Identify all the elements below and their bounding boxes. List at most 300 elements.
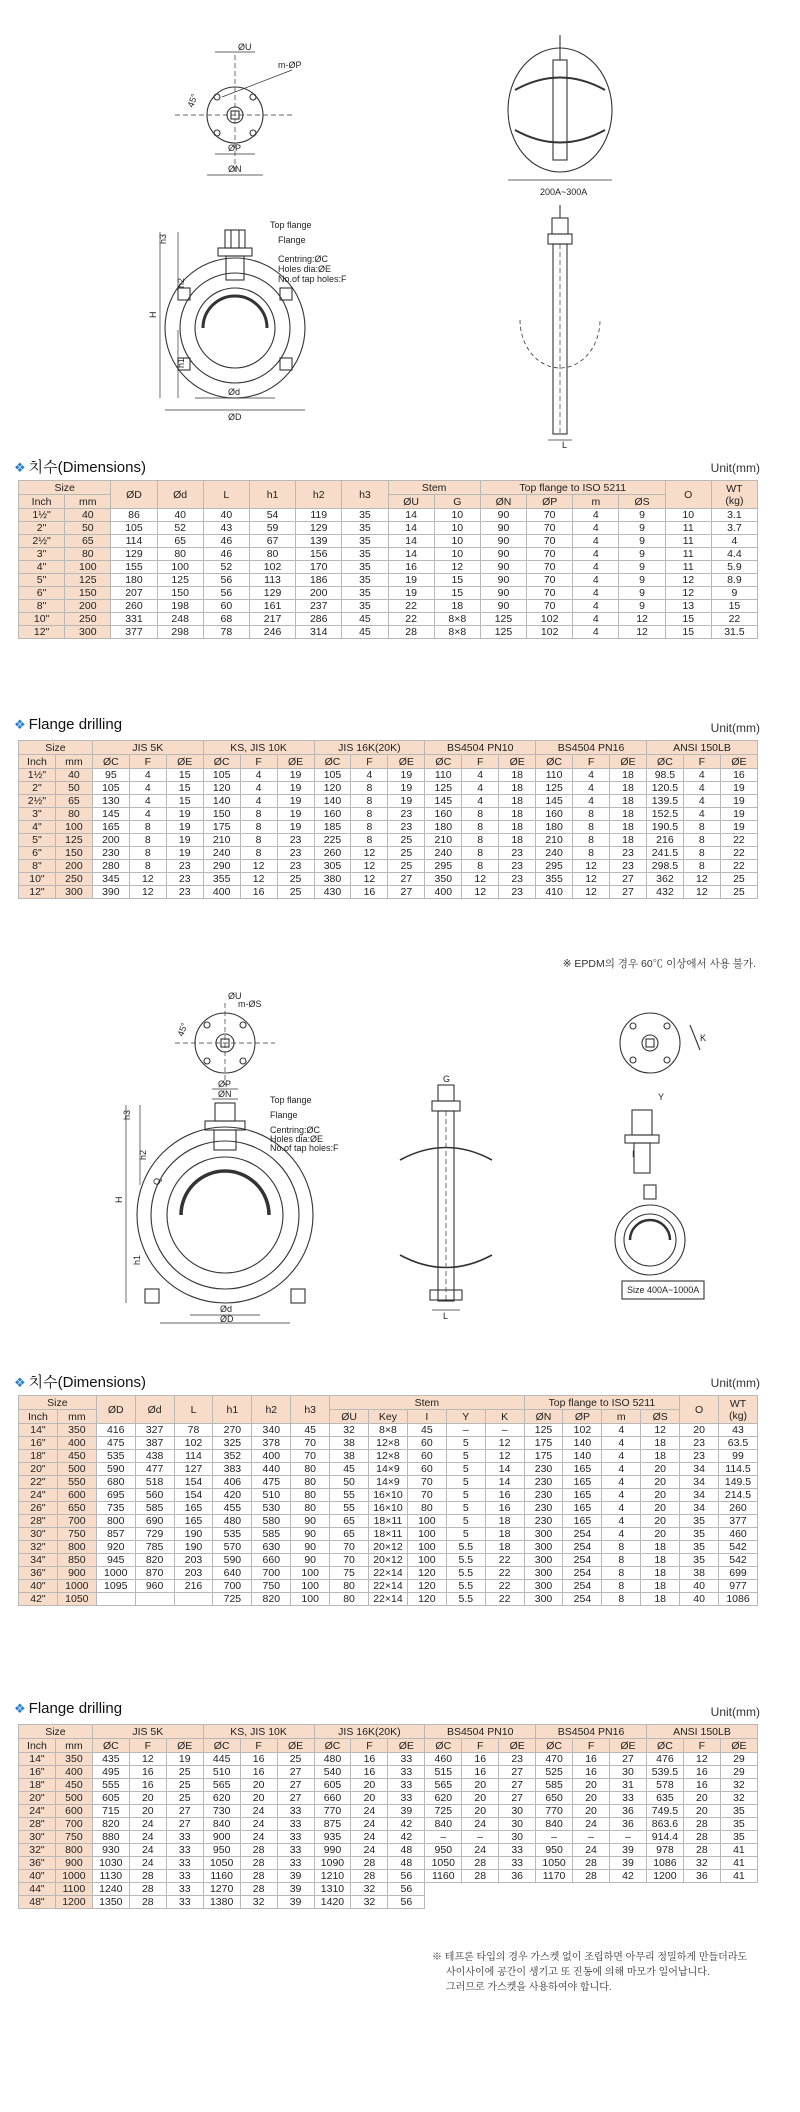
table-cell: 8 <box>683 821 720 834</box>
table-cell: 39 <box>277 1883 314 1896</box>
table-cell: – <box>610 1831 647 1844</box>
table-cell: 1170 <box>536 1870 573 1883</box>
table-cell: 605 <box>314 1779 351 1792</box>
table-cell: 11 <box>665 561 711 574</box>
table-cell: 620 <box>425 1792 462 1805</box>
header-cell: L <box>203 481 249 509</box>
table-cell: 305 <box>314 860 351 873</box>
table-cell: 770 <box>536 1805 573 1818</box>
size-cell: 30" <box>19 1528 58 1541</box>
table-cell: 8 <box>602 1580 641 1593</box>
dims1-title: ❖ 치수(Dimensions) <box>14 459 146 476</box>
svg-text:45°: 45° <box>175 1021 190 1038</box>
table-cell: 42 <box>388 1818 425 1831</box>
table-cell: 145 <box>536 795 573 808</box>
table-cell: 39 <box>610 1857 647 1870</box>
table-cell: 125 <box>157 574 203 587</box>
table-cell: 27 <box>499 1779 536 1792</box>
table-cell: 10 <box>434 535 480 548</box>
table-cell: 70 <box>527 574 573 587</box>
size-cell: 1½" <box>19 509 65 522</box>
svg-text:G: G <box>443 1074 451 1084</box>
table-cell: 18 <box>610 782 647 795</box>
table-cell: 8 <box>602 1554 641 1567</box>
header-cell: ØU <box>330 1410 369 1424</box>
table-cell: 1050 <box>425 1857 462 1870</box>
table-cell: 8 <box>351 834 388 847</box>
table-cell: 45 <box>407 1424 446 1437</box>
table-cell: 18×11 <box>369 1528 408 1541</box>
size-cell: 30" <box>19 1831 56 1844</box>
table-cell <box>499 1883 536 1896</box>
table-cell: 20 <box>680 1424 719 1437</box>
table-cell: 12 <box>573 873 610 886</box>
table-cell: 125 <box>425 782 462 795</box>
table-row <box>19 1424 758 1437</box>
label-45: 45° <box>185 92 200 109</box>
svg-text:ØU: ØU <box>228 991 242 1001</box>
header-cell: F <box>129 1739 166 1753</box>
table-cell <box>499 1896 536 1909</box>
table-cell: 260 <box>719 1502 758 1515</box>
table-cell: 28 <box>351 1857 388 1870</box>
table-cell: 63.5 <box>719 1437 758 1450</box>
header-cell: ØE <box>499 755 536 769</box>
table-cell: 20 <box>641 1489 680 1502</box>
table-cell: 23 <box>166 886 203 899</box>
table-cell: 18 <box>499 795 536 808</box>
header-cell: KS, JIS 10K <box>203 1725 314 1739</box>
flange-drilling-table-1 <box>18 740 758 899</box>
table-row <box>19 1779 758 1792</box>
table-cell: 120.5 <box>646 782 683 795</box>
table-cell: 20 <box>351 1792 388 1805</box>
table-cell: 40 <box>680 1593 719 1606</box>
header-cell: ØE <box>610 755 647 769</box>
table-cell: 12 <box>641 1424 680 1437</box>
table-cell: 203 <box>174 1567 213 1580</box>
dimensions-table-1 <box>18 480 758 639</box>
table-cell: 80 <box>291 1463 330 1476</box>
table-cell <box>610 1896 647 1909</box>
table-cell: 8 <box>240 847 277 860</box>
table-cell: 240 <box>203 847 240 860</box>
table-cell: 20 <box>683 1792 720 1805</box>
table-cell: 32 <box>351 1883 388 1896</box>
table-row <box>19 1541 758 1554</box>
header-cell: h2 <box>296 481 342 509</box>
size-cell: 125 <box>65 574 111 587</box>
table-cell: 165 <box>563 1463 602 1476</box>
table-cell: 16 <box>129 1766 166 1779</box>
table-cell: 12 <box>240 860 277 873</box>
size-cell: 125 <box>55 834 92 847</box>
table-cell: 254 <box>563 1528 602 1541</box>
table-cell: 31 <box>610 1779 647 1792</box>
table-cell: 475 <box>252 1476 291 1489</box>
table-cell <box>96 1593 135 1606</box>
table-cell: 8 <box>462 834 499 847</box>
table-cell: 650 <box>536 1792 573 1805</box>
table-cell: 33 <box>166 1831 203 1844</box>
table-cell: 857 <box>96 1528 135 1541</box>
table-cell: 350 <box>425 873 462 886</box>
table-cell: 140 <box>563 1437 602 1450</box>
table-cell: 20 <box>641 1463 680 1476</box>
header-cell: Key <box>369 1410 408 1424</box>
table-cell: 22 <box>485 1554 524 1567</box>
table-cell <box>462 1896 499 1909</box>
size-cell: 65 <box>65 535 111 548</box>
table-cell: 33 <box>388 1766 425 1779</box>
table-cell: 15 <box>166 795 203 808</box>
table-cell: 930 <box>92 1844 129 1857</box>
table-cell: 19 <box>166 847 203 860</box>
size-cell: 65 <box>55 795 92 808</box>
table-cell: 24 <box>351 1818 388 1831</box>
table-cell: 90 <box>480 548 526 561</box>
table-cell: 345 <box>92 873 129 886</box>
table-cell: 16×10 <box>369 1502 408 1515</box>
table-row <box>19 613 758 626</box>
table-cell: 445 <box>203 1753 240 1766</box>
table-cell: 660 <box>314 1792 351 1805</box>
table-cell: 28 <box>462 1857 499 1870</box>
table-cell: 40 <box>680 1580 719 1593</box>
table-cell: 585 <box>135 1502 174 1515</box>
table-cell: 16 <box>485 1502 524 1515</box>
table-cell: 8.9 <box>711 574 757 587</box>
table-cell: 9 <box>619 522 665 535</box>
svg-text:K: K <box>700 1033 707 1043</box>
table-cell: – <box>425 1831 462 1844</box>
table-cell: 260 <box>111 600 157 613</box>
header-cell: Size <box>19 741 93 755</box>
header-cell: WT (kg) <box>711 481 757 509</box>
table-cell: 175 <box>524 1450 563 1463</box>
table-cell: 35 <box>342 574 388 587</box>
size-cell: 18" <box>19 1779 56 1792</box>
table-cell: 33 <box>277 1805 314 1818</box>
table-cell: 542 <box>719 1541 758 1554</box>
size-cell: 750 <box>57 1528 96 1541</box>
size-cell: 800 <box>55 1844 92 1857</box>
flange2-unit: Unit(mm) <box>710 1705 760 1719</box>
table-cell: 36 <box>610 1805 647 1818</box>
size-caption-2: Size 400A~1000A <box>627 1285 700 1295</box>
table-cell: 52 <box>157 522 203 535</box>
table-cell: 4 <box>602 1424 641 1437</box>
table-cell: 41 <box>720 1857 757 1870</box>
table-cell: 29 <box>720 1766 757 1779</box>
table-cell: 4 <box>602 1489 641 1502</box>
table-row <box>19 600 758 613</box>
size-cell: 50 <box>65 522 111 535</box>
size-cell: 250 <box>55 873 92 886</box>
table-cell: 416 <box>96 1424 135 1437</box>
table-cell <box>536 1883 573 1896</box>
header-cell: Stem <box>330 1396 524 1410</box>
table-cell: 129 <box>249 587 295 600</box>
label-centring: Centring:ØC <box>278 254 329 264</box>
table-cell: 8 <box>462 821 499 834</box>
table-cell: 880 <box>92 1831 129 1844</box>
table-cell: 120 <box>407 1580 446 1593</box>
table-cell: 8 <box>683 860 720 873</box>
table-cell: 23 <box>277 847 314 860</box>
svg-text:h1: h1 <box>176 357 186 368</box>
table-cell: 749.5 <box>646 1805 683 1818</box>
header-cell: ØE <box>720 755 757 769</box>
table-cell: 19 <box>166 834 203 847</box>
label-holes: Holes dia:ØE <box>278 264 332 274</box>
table-cell: 70 <box>527 561 573 574</box>
table-cell: 535 <box>213 1528 252 1541</box>
size-caption-1: 200A~300A <box>540 187 588 197</box>
table-cell: 23 <box>499 873 536 886</box>
table-cell: 286 <box>296 613 342 626</box>
table-cell: 237 <box>296 600 342 613</box>
table-row <box>19 1870 758 1883</box>
header-cell: mm <box>55 755 92 769</box>
table-cell: 32 <box>683 1857 720 1870</box>
table-cell: 480 <box>314 1753 351 1766</box>
teflon-note <box>432 1950 772 1995</box>
table-cell: 820 <box>252 1593 291 1606</box>
table-cell: 5 <box>446 1528 485 1541</box>
table-cell: 1030 <box>92 1857 129 1870</box>
size-cell: 32" <box>19 1541 58 1554</box>
table-cell: 45 <box>342 613 388 626</box>
table-cell: 35 <box>342 509 388 522</box>
table-row <box>19 1883 758 1896</box>
table-cell: 32 <box>720 1779 757 1792</box>
size-cell: 3" <box>19 548 65 561</box>
table-cell: 28 <box>129 1870 166 1883</box>
table-cell: 33 <box>610 1792 647 1805</box>
table-cell: 4.4 <box>711 548 757 561</box>
table-cell: 18 <box>485 1528 524 1541</box>
label-top-flange: Top flange <box>270 220 312 230</box>
table-cell: 16 <box>129 1779 166 1792</box>
table-cell: 4 <box>683 782 720 795</box>
table-cell: 10 <box>665 509 711 522</box>
table-cell: – <box>536 1831 573 1844</box>
size-cell: 650 <box>57 1502 96 1515</box>
table-cell: 340 <box>252 1424 291 1437</box>
table-cell: 8 <box>351 808 388 821</box>
table-row <box>19 808 758 821</box>
table-cell <box>425 1883 462 1896</box>
table-cell: 36 <box>683 1870 720 1883</box>
size-cell: 20" <box>19 1792 56 1805</box>
table-cell: 518 <box>135 1476 174 1489</box>
table-cell: 8 <box>573 834 610 847</box>
table-cell: 22 <box>485 1567 524 1580</box>
table-cell: 20 <box>641 1515 680 1528</box>
table-cell: 100 <box>291 1580 330 1593</box>
table-cell: 127 <box>174 1463 213 1476</box>
table-cell: 200 <box>296 587 342 600</box>
size-cell: 300 <box>65 626 111 639</box>
drawing-400a-1000a <box>0 985 800 1325</box>
size-cell: 6" <box>19 847 56 860</box>
table-cell: 42 <box>610 1870 647 1883</box>
table-row <box>19 1489 758 1502</box>
table-cell: 207 <box>111 587 157 600</box>
label-m-s: m-ØS <box>238 999 262 1009</box>
table-cell: 100 <box>407 1528 446 1541</box>
table-cell: 23 <box>680 1450 719 1463</box>
table-cell: 695 <box>96 1489 135 1502</box>
table-cell: 24 <box>240 1818 277 1831</box>
table-cell: 12 <box>619 613 665 626</box>
table-cell: 90 <box>480 509 526 522</box>
table-row <box>19 1580 758 1593</box>
svg-text:H: H <box>114 1196 124 1203</box>
table-cell: 11 <box>665 535 711 548</box>
table-cell: 125 <box>536 782 573 795</box>
table-cell: 12 <box>351 860 388 873</box>
table-cell: 400 <box>425 886 462 899</box>
table-cell: 1086 <box>646 1857 683 1870</box>
table-cell: 23 <box>499 847 536 860</box>
table-row <box>19 795 758 808</box>
table-cell: 24 <box>129 1844 166 1857</box>
table-cell: 300 <box>524 1528 563 1541</box>
header-cell: G <box>434 495 480 509</box>
table-cell: 4 <box>573 795 610 808</box>
table-cell: 12 <box>683 873 720 886</box>
table-cell: 23 <box>388 808 425 821</box>
table-cell: 725 <box>425 1805 462 1818</box>
table-cell: 14 <box>485 1463 524 1476</box>
table-cell: 27 <box>166 1818 203 1831</box>
table-cell <box>573 1883 610 1896</box>
header-cell: ØC <box>203 1739 240 1753</box>
label-taps: No.of tap holes:F <box>278 274 347 284</box>
table-cell: 217 <box>249 613 295 626</box>
svg-text:ØD: ØD <box>228 412 242 422</box>
size-cell: 6" <box>19 587 65 600</box>
table-cell: 475 <box>96 1437 135 1450</box>
table-row <box>19 1463 758 1476</box>
table-cell: 90 <box>480 587 526 600</box>
table-cell: 102 <box>563 1424 602 1437</box>
table-cell: 35 <box>720 1818 757 1831</box>
table-cell: 68 <box>203 613 249 626</box>
table-cell: 18 <box>641 1541 680 1554</box>
size-cell: 24" <box>19 1805 56 1818</box>
table-cell: 260 <box>314 847 351 860</box>
table-cell: 43 <box>719 1424 758 1437</box>
table-cell: 280 <box>92 860 129 873</box>
table-cell: 39 <box>277 1896 314 1909</box>
table-cell: 216 <box>646 834 683 847</box>
table-row <box>19 1831 758 1844</box>
table-cell: 331 <box>111 613 157 626</box>
header-cell: ØE <box>610 1739 647 1753</box>
table-cell: 4 <box>711 535 757 548</box>
table-cell: 19 <box>166 821 203 834</box>
table-cell: 8 <box>129 860 166 873</box>
table-cell: 8 <box>462 847 499 860</box>
table-cell: 22 <box>388 613 434 626</box>
size-cell: 5" <box>19 834 56 847</box>
table-row <box>19 1502 758 1515</box>
size-cell: 20" <box>19 1463 58 1476</box>
header-cell: h2 <box>252 1396 291 1424</box>
table-cell: 4 <box>129 795 166 808</box>
table-cell: 22×14 <box>369 1593 408 1606</box>
table-cell: 28 <box>240 1844 277 1857</box>
table-cell: 165 <box>563 1502 602 1515</box>
table-cell: 28 <box>129 1896 166 1909</box>
table-cell: 4 <box>602 1476 641 1489</box>
table-cell: 18 <box>641 1593 680 1606</box>
table-cell: 22×14 <box>369 1580 408 1593</box>
table-cell: 4 <box>240 795 277 808</box>
table-cell: 460 <box>425 1753 462 1766</box>
table-cell: 139 <box>296 535 342 548</box>
table-cell: 8 <box>573 847 610 860</box>
svg-text:Centring:ØC: Centring:ØC <box>270 1125 321 1135</box>
header-cell: Size <box>19 1396 97 1410</box>
header-cell: Size <box>19 1725 93 1739</box>
table-cell <box>462 1883 499 1896</box>
table-row <box>19 509 758 522</box>
table-cell: 19 <box>277 821 314 834</box>
table-cell: 19 <box>277 769 314 782</box>
table-cell: 27 <box>610 1753 647 1766</box>
svg-text:H: H <box>148 311 158 318</box>
table-cell: 820 <box>135 1554 174 1567</box>
table-cell: 36 <box>610 1818 647 1831</box>
table-cell: 18 <box>610 821 647 834</box>
size-cell: 800 <box>57 1541 96 1554</box>
table-cell: 12 <box>351 873 388 886</box>
table-cell: 100 <box>291 1593 330 1606</box>
size-cell: 750 <box>55 1831 92 1844</box>
table-cell: 190 <box>174 1528 213 1541</box>
table-cell: 5 <box>446 1515 485 1528</box>
table-cell: 210 <box>203 834 240 847</box>
size-cell: 300 <box>55 886 92 899</box>
table-cell: 5.5 <box>446 1580 485 1593</box>
table-cell: 22 <box>720 860 757 873</box>
size-cell: 1000 <box>55 1870 92 1883</box>
table-cell: 22 <box>388 600 434 613</box>
table-cell: 300 <box>524 1580 563 1593</box>
header-cell: O <box>665 481 711 509</box>
table-cell: 70 <box>527 548 573 561</box>
table-row <box>19 1805 758 1818</box>
table-cell: 1130 <box>92 1870 129 1883</box>
table-cell: 438 <box>135 1450 174 1463</box>
table-cell: 28 <box>129 1883 166 1896</box>
table-cell: 27 <box>166 1805 203 1818</box>
svg-text:Q: Q <box>152 1177 162 1185</box>
header-cell: ØC <box>425 755 462 769</box>
table-cell: 12 <box>573 860 610 873</box>
table-row <box>19 1528 758 1541</box>
table-cell: 78 <box>203 626 249 639</box>
table-cell: 1050 <box>536 1857 573 1870</box>
table-cell: 480 <box>213 1515 252 1528</box>
table-cell: 210 <box>425 834 462 847</box>
table-cell: 10 <box>434 509 480 522</box>
table-cell: 165 <box>563 1476 602 1489</box>
